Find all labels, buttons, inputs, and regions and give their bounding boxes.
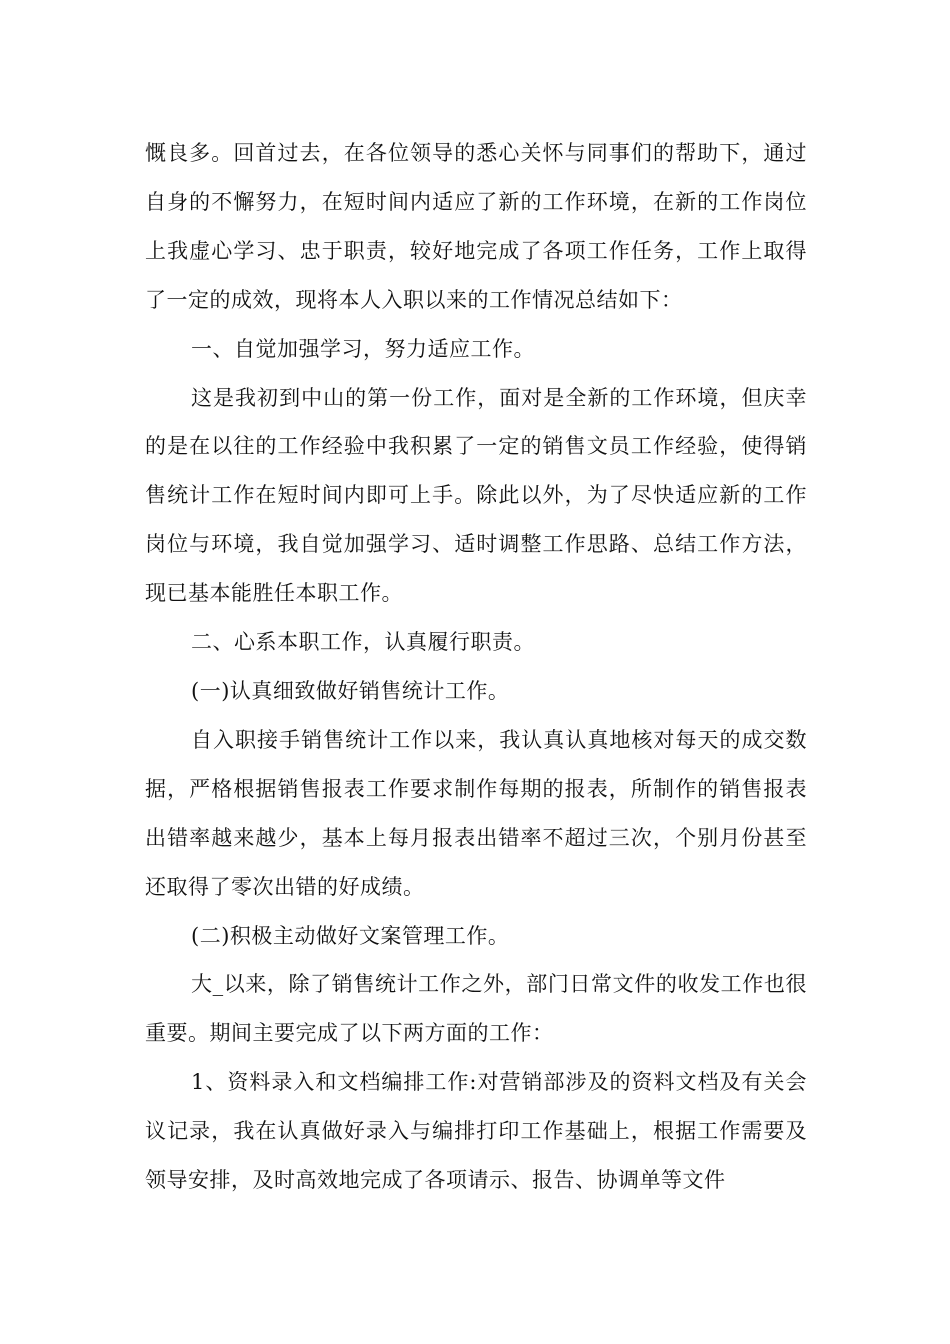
section-heading-2: 二、心系本职工作，认真履行职责。 (191, 630, 535, 655)
paragraph: 1、资料录入和文档编排工作:对营销部涉及的资料文档及有关会议记录，我在认真做好录入与编排打印工作基础上，根据工作需要及领导安排，及时高效地完成了各项请示、报告、协调单等文件 (145, 1070, 807, 1193)
subsection-heading-1: (一)认真细致做好销售统计工作。 (191, 678, 510, 703)
paragraph: 这是我初到中山的第一份工作，面对是全新的工作环境，但庆幸的是在以往的工作经验中我积累了一定的销售文员工作经验，使得销售统计工作在短时间内即可上手。除此以外，为了尽快适应新的工作岗位与环境，我自觉加强学习、适时调整工作思路、总结工作方法，现已基本能胜任本职工作。 (145, 385, 807, 606)
subsection-heading-2: (二)积极主动做好文案管理工作。 (191, 923, 510, 948)
paragraph-continuation: 慨良多。回首过去，在各位领导的悉心关怀与同事们的帮助下，通过自身的不懈努力，在短时间内适应了新的工作环境，在新的工作岗位上我虚心学习、忠于职责，较好地完成了各项工作任务，工作上取得了一定的成效，现将本人入职以来的工作情况总结如下： (145, 141, 807, 312)
paragraph: 自入职接手销售统计工作以来，我认真认真地核对每天的成交数据，严格根据销售报表工作要求制作每期的报表，所制作的销售报表出错率越来越少，基本上每月报表出错率不超过三次，个别月份甚至还取得了零次出错的好成绩。 (145, 727, 807, 899)
document-body (145, 129, 807, 1205)
section-heading-1: 一、自觉加强学习，努力适应工作。 (191, 336, 535, 361)
paragraph: 大_以来，除了销售统计工作之外，部门日常文件的收发工作也很重要。期间主要完成了以下两方面的工作： (145, 972, 807, 1046)
